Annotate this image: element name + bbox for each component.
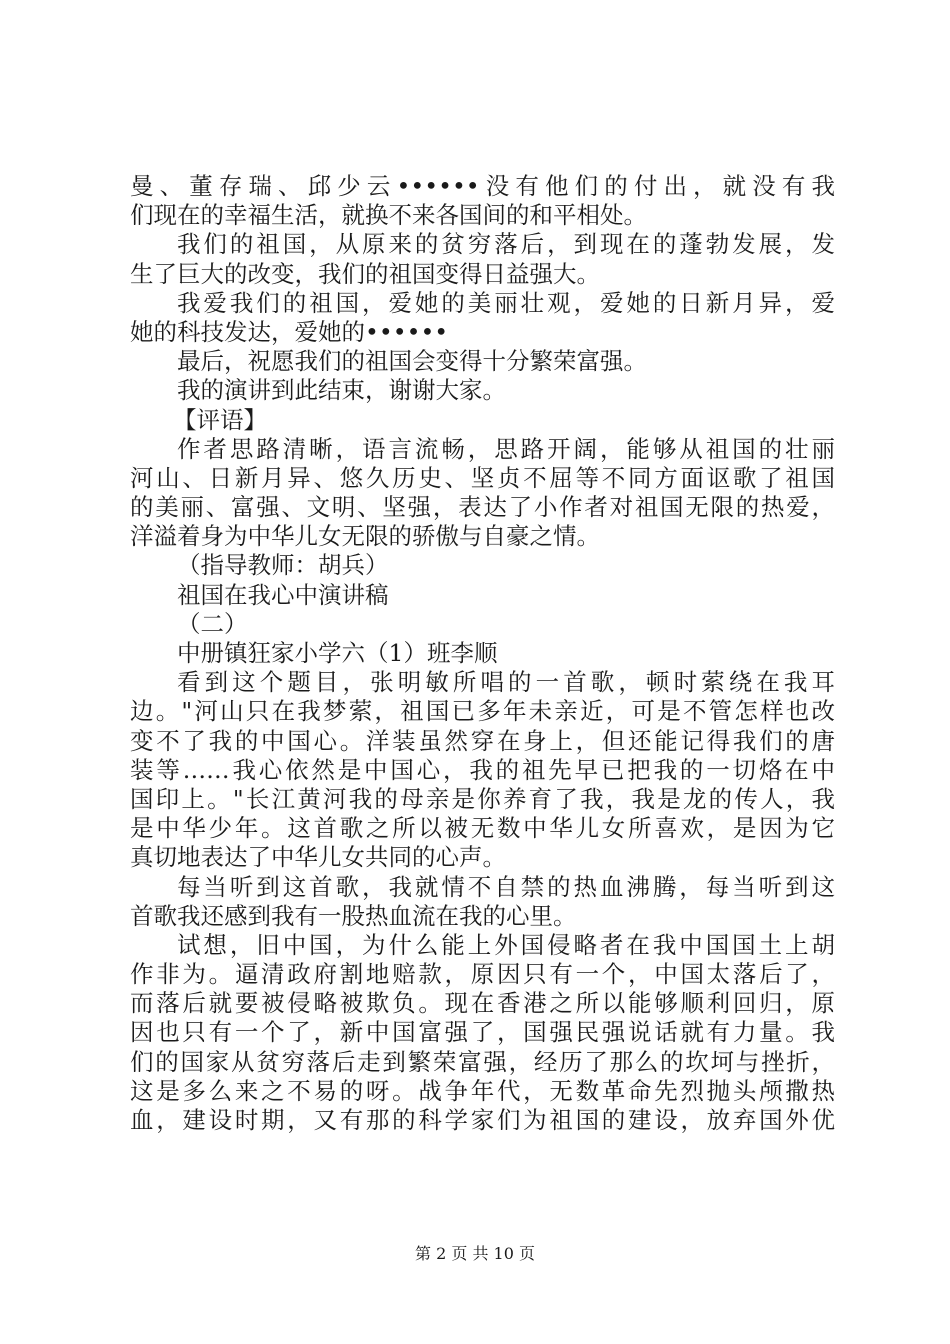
text-line: （指导教师：胡兵） [177, 551, 389, 580]
text-line: 血，建设时期，又有那的科学家们为祖国的建设，放弃国外优 [130, 1106, 835, 1134]
text-line: 而落后就要被侵略被欺负。现在香港之所以能够顺利回归，原 [130, 989, 835, 1018]
text-line: （二） [177, 609, 248, 638]
text-line: 我们的祖国，从原来的贫穷落后，到现在的蓬勃发展，发 [177, 230, 835, 259]
text-line: 最后，祝愿我们的祖国会变得十分繁荣富强。 [177, 347, 647, 376]
text-line: 因也只有一个了，新中国富强了，国强民强说话就有力量。我 [130, 1018, 835, 1047]
text-line: 真切地表达了中华儿女共同的心声。 [130, 843, 506, 872]
document-body [130, 172, 835, 1135]
text-line: 首歌我还感到我有一股热血流在我的心里。 [130, 901, 577, 930]
text-line: 生了巨大的改变，我们的祖国变得日益强大。 [130, 259, 600, 288]
text-line: 试想，旧中国，为什么能上外国侵略者在我中国国土上胡 [177, 930, 835, 959]
text-line: 中册镇狂家小学六（1）班李顺 [177, 639, 498, 667]
text-line: 的美丽、富强、文明、坚强，表达了小作者对祖国无限的热爱， [130, 493, 835, 522]
text-line: 我的演讲到此结束，谢谢大家。 [177, 376, 506, 405]
text-line: 这是多么来之不易的呀。战争年代，无数革命先烈抛头颅撒热 [130, 1076, 835, 1105]
text-line: 作非为。逼清政府割地赔款，原因只有一个，中国太落后了， [130, 960, 835, 989]
page-number-footer: 第 2 页 共 10 页 [415, 1244, 535, 1263]
text-line: 是中华少年。这首歌之所以被无数中华儿女所喜欢，是因为它 [130, 814, 835, 843]
text-line: 国印上。"长江黄河我的母亲是你养育了我，我是龙的传人，我 [130, 784, 835, 813]
text-line: 每当听到这首歌，我就情不自禁的热血沸腾，每当听到这 [177, 872, 835, 901]
text-line: 河山、日新月异、悠久历史、坚贞不屈等不同方面讴歌了祖国 [130, 463, 835, 492]
text-line: 装等……我心依然是中国心，我的祖先早已把我的一切烙在中 [130, 755, 835, 784]
text-line: 她的科技发达，爱她的•••••• [130, 317, 449, 346]
text-line: 我爱我们的祖国，爱她的美丽壮观，爱她的日新月异，爱 [177, 288, 835, 317]
text-line: 曼、董存瑞、邱少云••••••没有他们的付出，就没有我 [130, 172, 835, 200]
text-line: 们的国家从贫穷落后走到繁荣富强，经历了那么的坎坷与挫折， [130, 1047, 835, 1076]
text-line: 洋溢着身为中华儿女无限的骄傲与自豪之情。 [130, 522, 600, 551]
text-line: 看到这个题目，张明敏所唱的一首歌，顿时萦绕在我耳 [177, 668, 835, 697]
text-line: 作者思路清晰，语言流畅，思路开阔，能够从祖国的壮丽 [177, 434, 835, 463]
text-line: 【评语】 [173, 405, 267, 434]
text-line: 边。"河山只在我梦萦，祖国已多年未亲近，可是不管怎样也改 [130, 697, 835, 726]
text-line: 祖国在我心中演讲稿 [177, 580, 389, 609]
text-line: 们现在的幸福生活，就换不来各国间的和平相处。 [130, 201, 647, 230]
text-line: 变不了我的中国心。洋装虽然穿在身上，但还能记得我们的唐 [130, 726, 835, 755]
